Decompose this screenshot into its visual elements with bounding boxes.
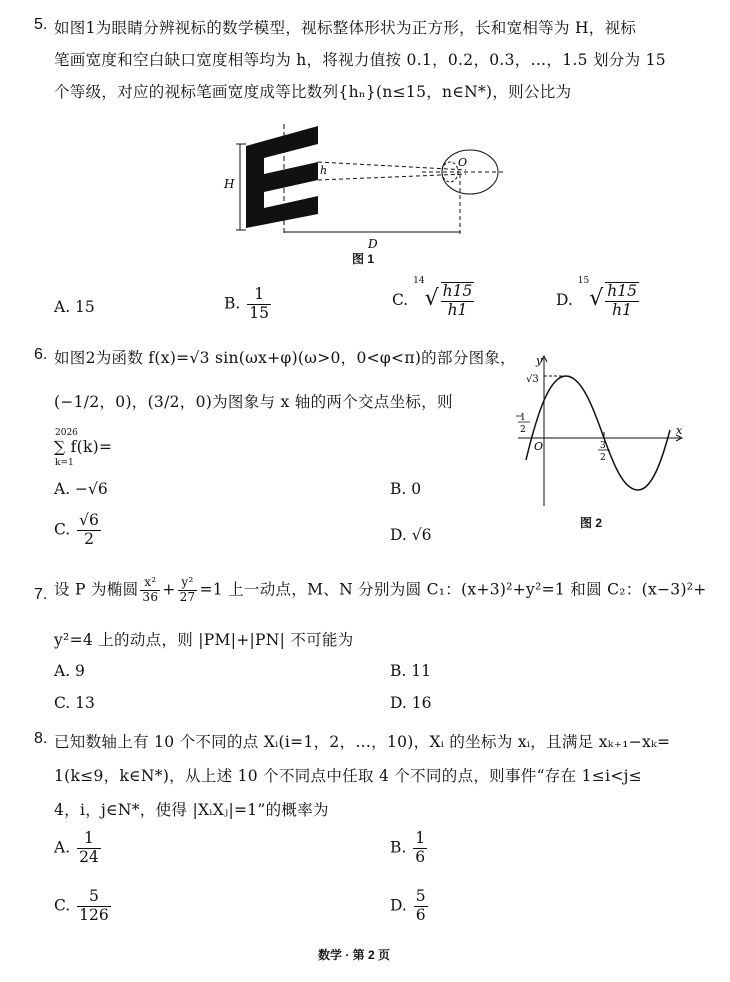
question-number: 5. bbox=[34, 16, 48, 33]
option-d: D. $^{15}$√ $\frac{h15}{h1}$ bbox=[556, 275, 637, 319]
question-text-line: 笔画宽度和空白缺口宽度相等均为 h，将视力值按 0.1，0.2，0.3，…，1.5 划分为 15 bbox=[54, 51, 666, 69]
option-d: D. 16 bbox=[390, 694, 432, 712]
e-optotype bbox=[246, 126, 318, 228]
option-c: C. 13 bbox=[54, 694, 95, 712]
svg-text:2: 2 bbox=[520, 425, 526, 435]
question-text-line: 个等级，对应的视标笔画宽度成等比数列{hₙ}(n≤15，n∈N*)，则公比为 bbox=[54, 83, 572, 101]
sum-lower-limit: k=1 bbox=[55, 458, 74, 468]
question-text-line: y²=4 上的动点，则 |PM|+|PN| 不可能为 bbox=[54, 631, 354, 649]
question-text-line: 1(k≤9，k∈N*)，从上述 10 个不同点中任取 4 个不同的点，则事件“存在 1≤i<j≤ bbox=[54, 767, 643, 785]
figure-1-caption: 图 1 bbox=[352, 252, 375, 266]
svg-text:1: 1 bbox=[520, 413, 526, 423]
svg-text:3: 3 bbox=[600, 441, 606, 451]
svg-text:y: y bbox=[536, 354, 543, 367]
option-b: B. $\frac{1}{15}$ bbox=[224, 285, 269, 322]
option-b: B. $\frac{1}{6}$ bbox=[390, 829, 426, 866]
sum-upper-limit: 2026 bbox=[55, 428, 78, 438]
option-b: B. 11 bbox=[390, 662, 431, 680]
option-c: C. $\frac{√6}{2}$ bbox=[54, 511, 99, 548]
figure-1-eye-model bbox=[222, 122, 512, 252]
question-text-line: ∑ f(k)= bbox=[54, 438, 113, 456]
question-text-line: 已知数轴上有 10 个不同的点 Xᵢ(i=1，2，…，10)，Xᵢ 的坐标为 xᵢ，且满足 xₖ₊₁−xₖ= bbox=[54, 733, 671, 751]
option-a: A. $\frac{1}{24}$ bbox=[54, 829, 99, 866]
figure-2-caption: 图 2 bbox=[580, 516, 603, 530]
option-a: A. 15 bbox=[54, 298, 95, 316]
option-a: A. −√6 bbox=[54, 480, 108, 498]
label-O: O bbox=[458, 156, 468, 169]
question-number: 7. bbox=[34, 586, 48, 603]
option-a: A. 9 bbox=[54, 662, 85, 680]
figure-2-sine-graph bbox=[508, 350, 688, 510]
question-text-line: (−1/2，0)，(3/2，0)为图象与 x 轴的两个交点坐标，则 bbox=[54, 393, 453, 411]
option-c: C. $^{14}$√ $\frac{h15}{h1}$ bbox=[392, 275, 473, 319]
option-c: C. $\frac{5}{126}$ bbox=[54, 887, 109, 924]
question-text-line: 设 P 为椭圆 $\frac{\text{x²}}{36}$ + $\frac{\text{y²}}{27}$ =1 上一动点，M、N 分别为圆 C₁：(x+3)²+y²=1 和圆 C₂：(x−3)²+ bbox=[54, 575, 707, 604]
svg-text:2: 2 bbox=[600, 453, 606, 463]
label-D: D bbox=[368, 237, 378, 251]
option-d: D. $\frac{5}{6}$ bbox=[390, 887, 426, 924]
question-text-line: 如图2为函数 f(x)=√3 sin(ωx+φ)(ω>0，0<φ<π)的部分图象， bbox=[54, 349, 516, 367]
label-h: h bbox=[320, 164, 328, 177]
option-b: B. 0 bbox=[390, 480, 422, 498]
label-H: H bbox=[224, 177, 235, 191]
page-footer: 数学 · 第 2 页 bbox=[318, 948, 391, 962]
question-number: 6. bbox=[34, 346, 48, 363]
option-d: D. √6 bbox=[390, 526, 432, 544]
sine-curve bbox=[526, 376, 670, 490]
question-text-line: 4，i，j∈N*，使得 |XᵢXⱼ|=1”的概率为 bbox=[54, 801, 329, 819]
question-number: 8. bbox=[34, 730, 48, 747]
svg-text:O: O bbox=[534, 440, 544, 453]
svg-text:√3: √3 bbox=[526, 374, 539, 385]
svg-text:x: x bbox=[676, 424, 683, 437]
question-text-line: 如图1为眼睛分辨视标的数学模型，视标整体形状为正方形，长和宽相等为 H，视标 bbox=[54, 19, 637, 37]
